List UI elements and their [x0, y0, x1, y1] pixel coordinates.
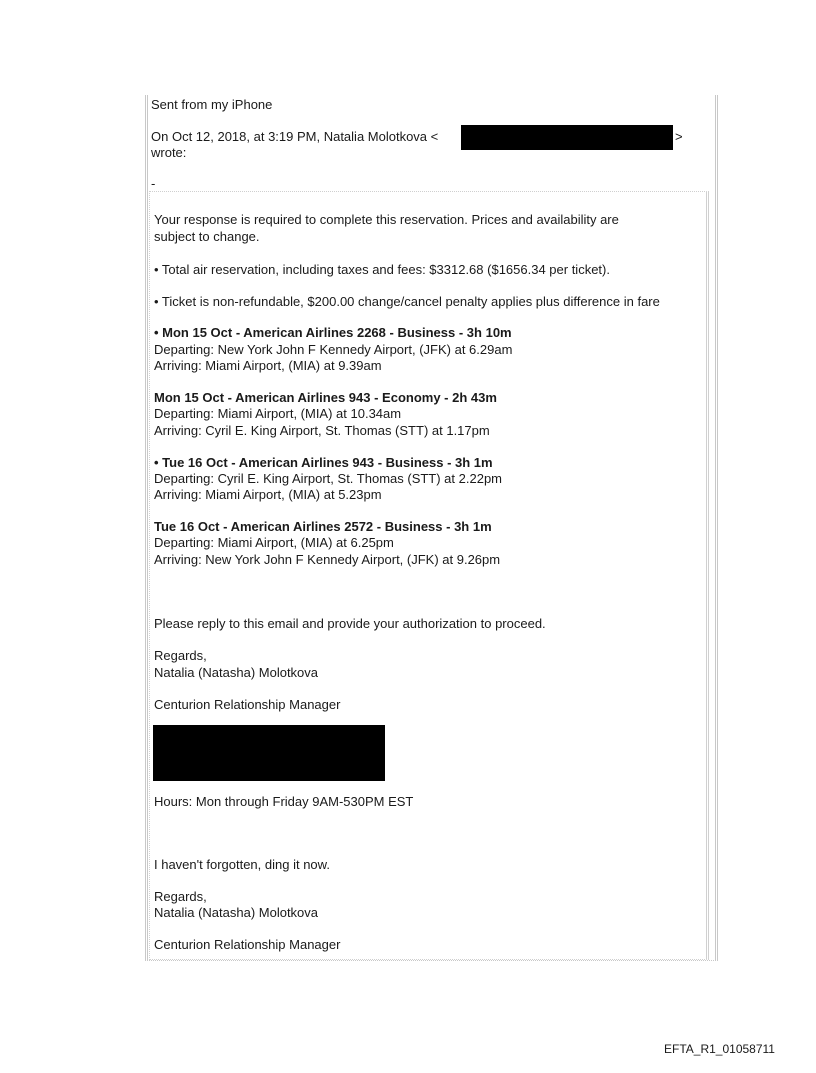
please-reply-line: Please reply to this email and provide your authorization to proceed.: [154, 616, 546, 631]
regards-line-2: Regards,: [154, 889, 207, 904]
flight-4-depart: Departing: Miami Airport, (MIA) at 6.25pm: [154, 535, 394, 550]
separator-dash: -: [151, 176, 156, 191]
total-bullet: • Total air reservation, including taxes and fees: $3312.68 ($1656.34 per ticket).: [154, 262, 610, 277]
wrote-label: wrote:: [151, 145, 187, 160]
redacted-email-address: [461, 125, 673, 150]
intro-line-1: Your response is required to complete this reservation. Prices and availability are: [154, 212, 619, 227]
flight-3-title: • Tue 16 Oct - American Airlines 943 - Business - 3h 1m: [154, 455, 493, 470]
hours-line: Hours: Mon through Friday 9AM-530PM EST: [154, 794, 414, 809]
flight-2-arrive: Arriving: Cyril E. King Airport, St. Thomas (STT) at 1.17pm: [154, 423, 490, 438]
flight-4-title: Tue 16 Oct - American Airlines 2572 - Business - 3h 1m: [154, 519, 492, 534]
redacted-contact-block: [153, 725, 385, 781]
ticket-bullet: • Ticket is non-refundable, $200.00 change/cancel penalty applies plus difference in fare: [154, 294, 660, 309]
signature-role: Centurion Relationship Manager: [154, 697, 341, 712]
flight-3-arrive: Arriving: Miami Airport, (MIA) at 5.23pm: [154, 487, 382, 502]
flight-1-title: • Mon 15 Oct - American Airlines 2268 - Business - 3h 10m: [154, 325, 512, 340]
sent-from-line: Sent from my iPhone: [151, 97, 273, 112]
intro-line-2: subject to change.: [154, 229, 260, 244]
reply-header-suffix: >: [675, 129, 683, 144]
flight-1-arrive: Arriving: Miami Airport, (MIA) at 9.39am: [154, 358, 382, 373]
flight-4-arrive: Arriving: New York John F Kennedy Airport, (JFK) at 9.26pm: [154, 552, 501, 567]
flight-2-title: Mon 15 Oct - American Airlines 943 - Economy - 2h 43m: [154, 390, 497, 405]
flight-3-depart: Departing: Cyril E. King Airport, St. Thomas (STT) at 2.22pm: [154, 471, 502, 486]
signature-name: Natalia (Natasha) Molotkova: [154, 665, 319, 680]
reply-header-prefix: On Oct 12, 2018, at 3:19 PM, Natalia Molotkova <: [151, 129, 439, 144]
signature-name-2: Natalia (Natasha) Molotkova: [154, 905, 319, 920]
regards-line: Regards,: [154, 648, 207, 663]
flight-1-depart: Departing: New York John F Kennedy Airport, (JFK) at 6.29am: [154, 342, 513, 357]
document-id: EFTA_R1_01058711: [664, 1042, 775, 1056]
not-forgotten-line: I haven't forgotten, ding it now.: [154, 857, 330, 872]
flight-2-depart: Departing: Miami Airport, (MIA) at 10.34am: [154, 406, 402, 421]
signature-role-2: Centurion Relationship Manager: [154, 937, 341, 952]
